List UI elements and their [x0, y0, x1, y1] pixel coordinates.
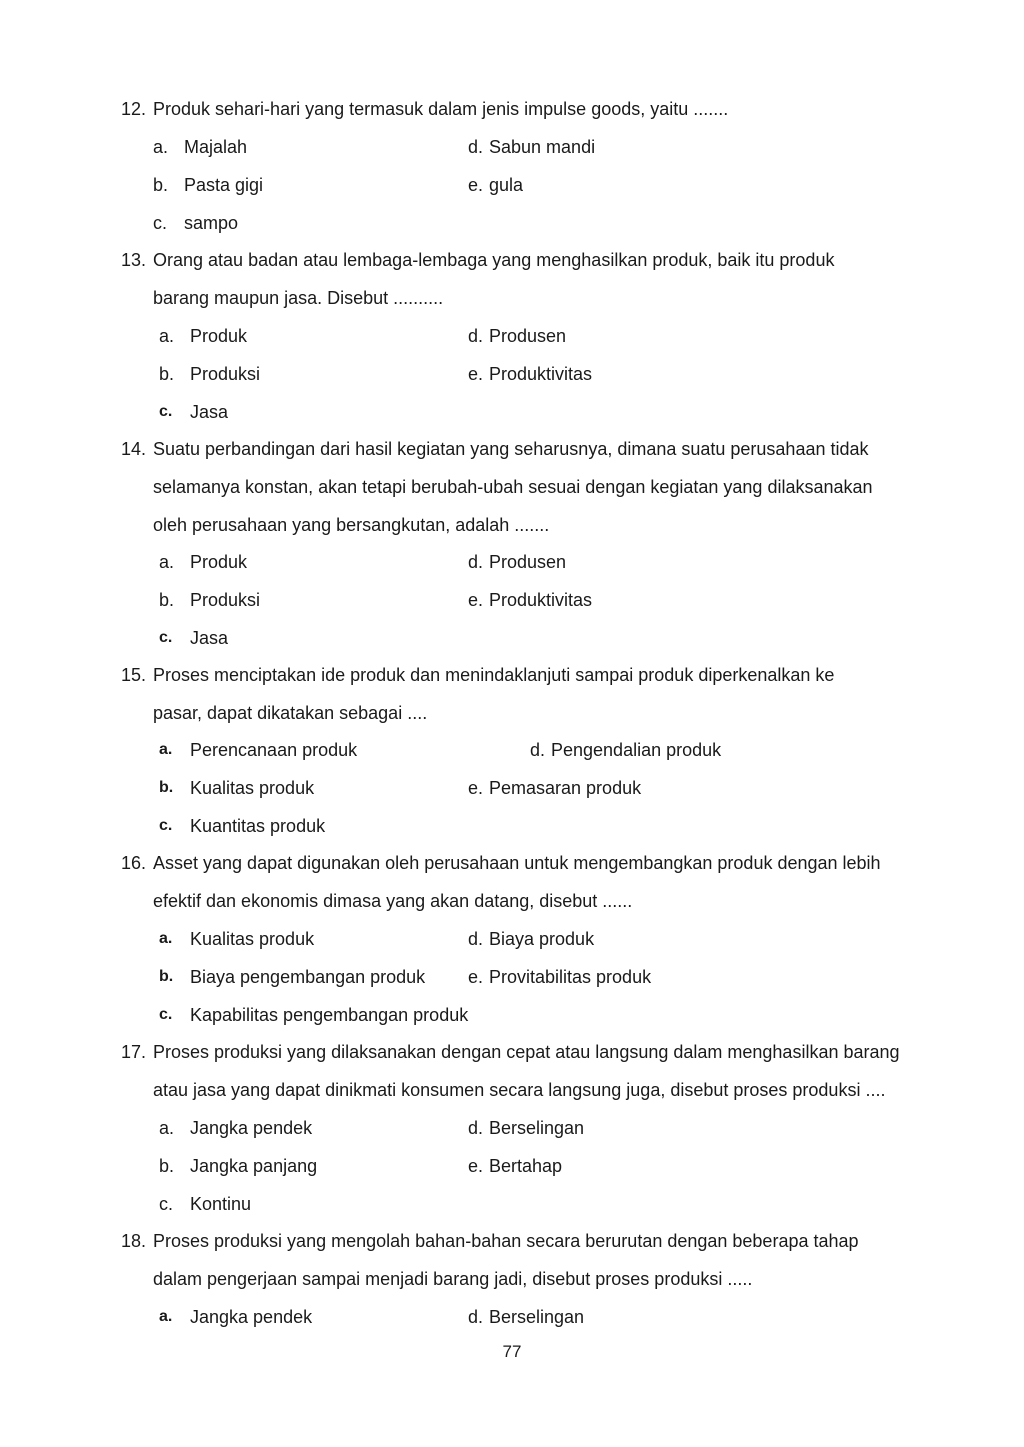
option-letter: d.	[468, 1307, 484, 1327]
option-letter: e.	[468, 967, 484, 987]
option-letter: d.	[468, 326, 484, 346]
question-text: Asset yang dapat digunakan oleh perusahaan untuk mengembangkan produk dengan lebih	[153, 853, 881, 873]
question-number: 17.	[121, 1042, 147, 1062]
question-text: dalam pengerjaan sampai menjadi barang jadi, disebut proses produksi .....	[153, 1269, 753, 1289]
option-text: Produk	[190, 552, 248, 572]
option-letter: a.	[159, 326, 175, 346]
option-letter: a.	[153, 137, 169, 157]
option-letter: a.	[159, 741, 173, 758]
question-number: 18.	[121, 1231, 147, 1251]
option-text: Provitabilitas produk	[489, 967, 652, 987]
option-text: Produksi	[190, 590, 261, 610]
page-number: 77	[502, 1342, 522, 1361]
option-text: Pasta gigi	[184, 175, 264, 195]
question-text: Orang atau badan atau lembaga-lembaga yang menghasilkan produk, baik itu produk	[153, 250, 835, 270]
option-letter: a.	[159, 1118, 175, 1138]
option-text: Kontinu	[190, 1194, 252, 1214]
option-text: Pengendalian produk	[551, 740, 722, 760]
option-letter: a.	[159, 930, 173, 947]
question-number: 14.	[121, 439, 147, 459]
question-text: atau jasa yang dapat dinikmati konsumen secara langsung juga, disebut proses produksi ....	[153, 1080, 886, 1100]
question-number: 13.	[121, 250, 147, 270]
question-text: barang maupun jasa. Disebut ..........	[153, 288, 444, 308]
question-text: pasar, dapat dikatakan sebagai ....	[153, 703, 428, 723]
option-letter: b.	[159, 1156, 175, 1176]
option-letter: b.	[159, 968, 174, 985]
question-number: 12.	[121, 99, 147, 119]
option-letter: b.	[159, 779, 174, 796]
option-letter: e.	[468, 1156, 484, 1176]
option-text: sampo	[184, 213, 239, 233]
option-letter: c.	[153, 213, 168, 233]
option-text: Biaya pengembangan produk	[190, 967, 426, 987]
option-text: Majalah	[184, 137, 248, 157]
option-text: Jasa	[190, 628, 229, 648]
option-letter: e.	[468, 175, 484, 195]
option-letter: c.	[159, 1006, 173, 1023]
question-text: efektif dan ekonomis dimasa yang akan datang, disebut ......	[153, 891, 633, 911]
question-text: Produk sehari-hari yang termasuk dalam jenis impulse goods, yaitu .......	[153, 99, 729, 119]
question-text: selamanya konstan, akan tetapi berubah-ubah sesuai dengan kegiatan yang dilaksanakan	[153, 477, 873, 497]
option-text: Berselingan	[489, 1307, 585, 1327]
question-number: 16.	[121, 853, 147, 873]
option-text: Berselingan	[489, 1118, 585, 1138]
question-number: 15.	[121, 665, 147, 685]
question-text: oleh perusahaan yang bersangkutan, adalah .......	[153, 515, 550, 535]
option-letter: d.	[468, 137, 484, 157]
option-text: Kualitas produk	[190, 929, 315, 949]
option-letter: c.	[159, 403, 173, 420]
question-text: Proses menciptakan ide produk dan menindaklanjuti sampai produk diperkenalkan ke	[153, 665, 835, 685]
option-letter: a.	[159, 1308, 173, 1325]
option-text: Produktivitas	[489, 364, 593, 384]
option-text: Kapabilitas pengembangan produk	[190, 1005, 469, 1025]
option-letter: d.	[468, 552, 484, 572]
option-letter: d.	[468, 929, 484, 949]
option-letter: e.	[468, 778, 484, 798]
option-letter: e.	[468, 590, 484, 610]
question-text: Suatu perbandingan dari hasil kegiatan yang seharusnya, dimana suatu perusahaan tidak	[153, 439, 869, 459]
option-text: Produsen	[489, 326, 567, 346]
option-text: Kualitas produk	[190, 778, 315, 798]
option-text: Jangka pendek	[190, 1118, 313, 1138]
option-text: Produsen	[489, 552, 567, 572]
option-letter: c.	[159, 817, 173, 834]
option-text: Jangka panjang	[190, 1156, 318, 1176]
option-text: gula	[489, 175, 524, 195]
option-letter: c.	[159, 1194, 174, 1214]
option-text: Biaya produk	[489, 929, 595, 949]
option-text: Bertahap	[489, 1156, 563, 1176]
option-letter: c.	[159, 629, 173, 646]
option-letter: b.	[159, 590, 175, 610]
option-text: Sabun mandi	[489, 137, 596, 157]
option-text: Produktivitas	[489, 590, 593, 610]
option-letter: d.	[468, 1118, 484, 1138]
option-text: Pemasaran produk	[489, 778, 642, 798]
option-text: Jasa	[190, 402, 229, 422]
option-text: Perencanaan produk	[190, 740, 358, 760]
option-text: Produksi	[190, 364, 261, 384]
option-letter: d.	[530, 740, 546, 760]
option-text: Kuantitas produk	[190, 816, 326, 836]
question-text: Proses produksi yang dilaksanakan dengan cepat atau langsung dalam menghasilkan barang	[153, 1042, 900, 1062]
option-letter: b.	[153, 175, 169, 195]
option-text: Jangka pendek	[190, 1307, 313, 1327]
question-text: Proses produksi yang mengolah bahan-bahan secara berurutan dengan beberapa tahap	[153, 1231, 859, 1251]
option-letter: e.	[468, 364, 484, 384]
option-letter: a.	[159, 552, 175, 572]
option-letter: b.	[159, 364, 175, 384]
option-text: Produk	[190, 326, 248, 346]
